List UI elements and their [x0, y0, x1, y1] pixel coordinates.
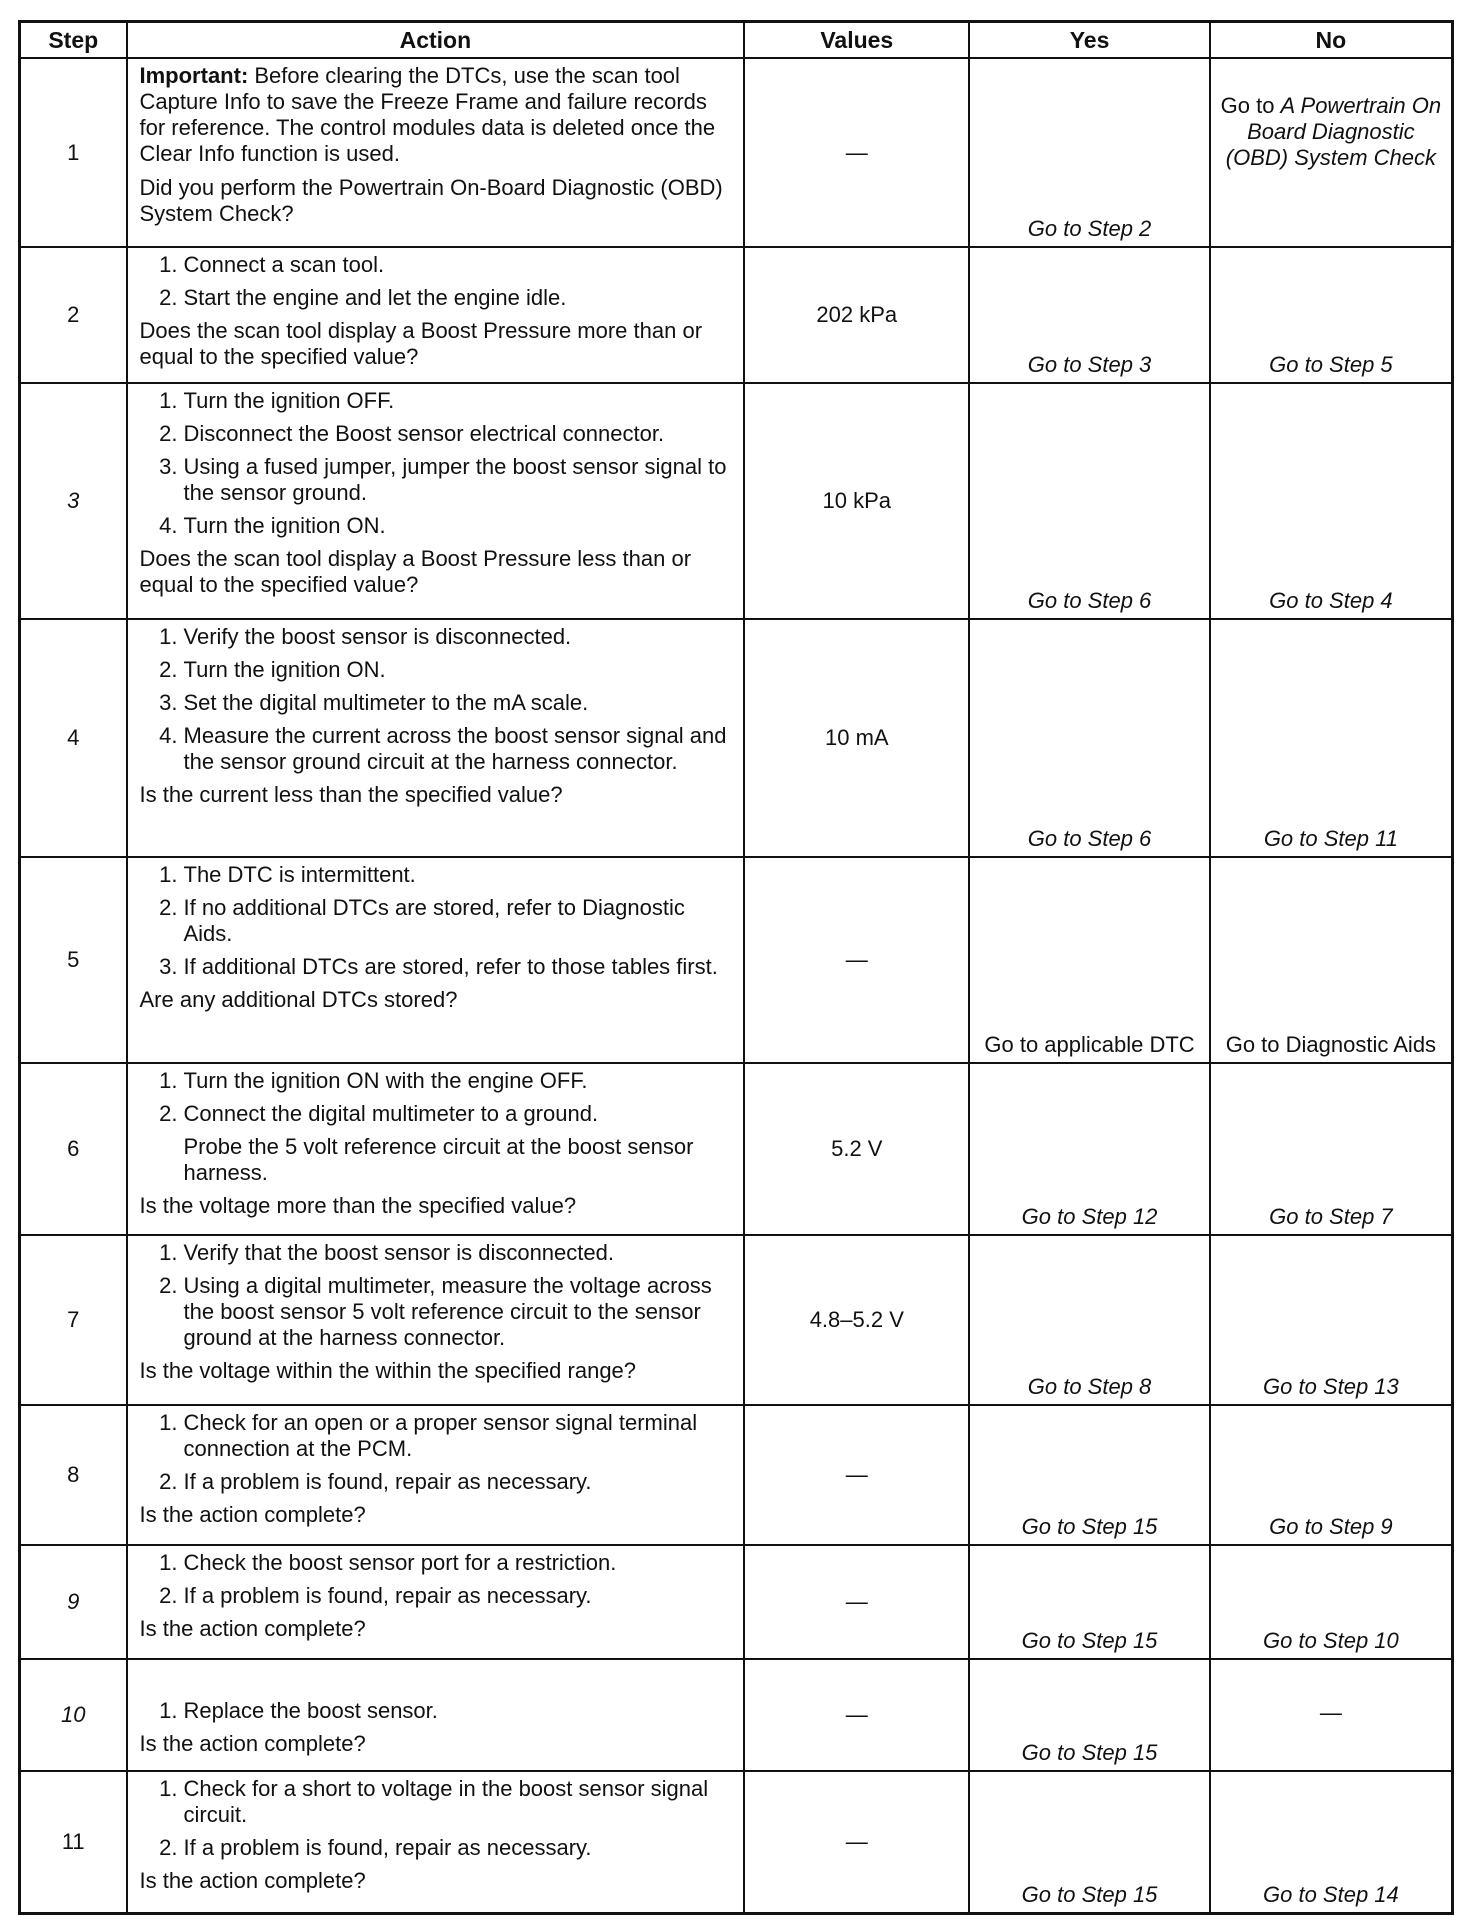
table-row: [20, 857, 1453, 1063]
list-item: 1. The DTC is intermittent.: [159, 862, 416, 887]
question: Does the scan tool display a Boost Pressure less than or equal to the specified value?: [139, 546, 692, 597]
step-number: 1: [20, 58, 127, 247]
list-item: 2. Using a digital multimeter, measure the voltage across the boost sensor 5 volt reference circuit to the sensor ground at the harness connector.: [159, 1273, 712, 1350]
list-item: 2. Disconnect the Boost sensor electrical connector.: [159, 421, 665, 446]
header-row: [20, 22, 1453, 59]
question: Is the action complete?: [139, 1731, 366, 1756]
action-list: [140, 252, 734, 311]
step-number: 7: [20, 1235, 127, 1405]
header-yes: Yes: [969, 22, 1209, 59]
step-number: 10: [20, 1659, 127, 1771]
value-cell: —: [744, 58, 969, 247]
list-item: 1. Connect a scan tool.: [159, 252, 385, 277]
no-cell: Go to Step 14: [1210, 1771, 1453, 1913]
important-note: [140, 63, 734, 167]
action-cell: [127, 1235, 745, 1405]
action-cell: [127, 1405, 745, 1545]
no-cell: Go to Step 10: [1210, 1545, 1453, 1659]
list-item: 1. Check the boost sensor port for a restriction.: [159, 1550, 617, 1575]
diagnostic-table: [18, 20, 1454, 1915]
list-item: 2. If a problem is found, repair as necessary.: [159, 1469, 592, 1494]
no-cell: Go to Step 13: [1210, 1235, 1453, 1405]
list-item: 2. Turn the ignition ON.: [159, 657, 386, 682]
action-list: [140, 862, 734, 980]
action-list: [140, 1550, 734, 1609]
yes-cell: Go to Step 15: [969, 1545, 1209, 1659]
yes-cell: Go to Step 3: [969, 247, 1209, 383]
yes-cell: Go to Step 6: [969, 619, 1209, 857]
no-cell: Go to Step 9: [1210, 1405, 1453, 1545]
question: Is the voltage more than the specified value?: [139, 1193, 577, 1218]
value-cell: —: [744, 1405, 969, 1545]
action-cell: [127, 1659, 745, 1771]
list-item: 3. Using a fused jumper, jumper the boost sensor signal to the sensor ground.: [159, 454, 727, 505]
no-prefix: Go to: [1220, 93, 1281, 118]
value-cell: —: [744, 1545, 969, 1659]
step-number: 8: [20, 1405, 127, 1545]
question: Is the voltage within the within the specified range?: [139, 1358, 637, 1383]
step-number: 2: [20, 247, 127, 383]
important-label: Important:: [139, 63, 249, 88]
question: Is the action complete?: [139, 1616, 366, 1641]
list-item: 1. Check for a short to voltage in the boost sensor signal circuit.: [159, 1776, 709, 1827]
question: Is the action complete?: [139, 1868, 366, 1893]
action-list: [140, 1068, 734, 1127]
header-values: Values: [744, 22, 969, 59]
step-number: 3: [20, 383, 127, 619]
action-list: [140, 1240, 734, 1351]
list-item: 4. Turn the ignition ON.: [159, 513, 386, 538]
value-cell: 4.8–5.2 V: [744, 1235, 969, 1405]
question: Did you perform the Powertrain On-Board Diagnostic (OBD) System Check?: [139, 175, 723, 226]
question: Is the action complete?: [139, 1502, 366, 1527]
important-text: Before clearing the DTCs, use the scan tool Capture Info to save the Freeze Frame and failure records for reference. The control modules data is deleted once the Clear Info function is used.: [139, 63, 716, 166]
action-list: [140, 388, 734, 539]
action-list: [140, 1410, 734, 1495]
header-step: Step: [20, 22, 127, 59]
list-item: 1. Check for an open or a proper sensor signal terminal connection at the PCM.: [159, 1410, 698, 1461]
list-item: 1. Turn the ignition ON with the engine OFF.: [159, 1068, 588, 1093]
list-item: 1. Verify the boost sensor is disconnected.: [159, 624, 572, 649]
step-number: 6: [20, 1063, 127, 1235]
no-cell: Go to Step 7: [1210, 1063, 1453, 1235]
table-row: [20, 1063, 1453, 1235]
list-item: 1. Turn the ignition OFF.: [159, 388, 395, 413]
list-item: 2. If no additional DTCs are stored, refer to Diagnostic Aids.: [159, 895, 685, 946]
no-cell: [1210, 58, 1453, 247]
yes-cell: Go to Step 15: [969, 1659, 1209, 1771]
action-cell: [127, 857, 745, 1063]
value-cell: —: [744, 1771, 969, 1913]
action-cell: [127, 1545, 745, 1659]
yes-cell: Go to Step 12: [969, 1063, 1209, 1235]
list-item: 3. Set the digital multimeter to the mA scale.: [159, 690, 589, 715]
step-number: 5: [20, 857, 127, 1063]
list-item: 2. Connect the digital multimeter to a ground.: [159, 1101, 599, 1126]
yes-cell: Go to Step 2: [969, 58, 1209, 247]
no-cell: —: [1210, 1659, 1453, 1771]
list-item: 2. If a problem is found, repair as necessary.: [159, 1583, 592, 1608]
yes-cell: Go to Step 6: [969, 383, 1209, 619]
value-cell: —: [744, 1659, 969, 1771]
action-cell: [127, 247, 745, 383]
table-row: [20, 1545, 1453, 1659]
action-cell: [127, 1771, 745, 1913]
yes-cell: Go to Step 8: [969, 1235, 1209, 1405]
question: Does the scan tool display a Boost Pressure more than or equal to the specified value?: [139, 318, 703, 369]
action-cell: [127, 1063, 745, 1235]
list-item: 3. If additional DTCs are stored, refer to those tables first.: [159, 954, 718, 979]
yes-cell: Go to Step 15: [969, 1405, 1209, 1545]
step-number: 11: [20, 1771, 127, 1913]
question: Are any additional DTCs stored?: [139, 987, 458, 1012]
action-cell: [127, 383, 745, 619]
no-cell: Go to Step 11: [1210, 619, 1453, 857]
value-cell: 10 kPa: [744, 383, 969, 619]
no-link: A Powertrain On Board Diagnostic (OBD) System Check: [1225, 93, 1442, 170]
value-cell: 10 mA: [744, 619, 969, 857]
action-cell: [127, 619, 745, 857]
list-item: 2. If a problem is found, repair as necessary.: [159, 1835, 592, 1860]
list-item: 4. Measure the current across the boost sensor signal and the sensor ground circuit at the harness connector.: [159, 723, 727, 774]
list-item: 1. Verify that the boost sensor is disconnected.: [159, 1240, 614, 1265]
header-action: Action: [127, 22, 745, 59]
step-number: 9: [20, 1545, 127, 1659]
action-list: [140, 1698, 734, 1724]
table-row: [20, 1235, 1453, 1405]
yes-cell: Go to applicable DTC: [969, 857, 1209, 1063]
table-row: [20, 383, 1453, 619]
no-cell: Go to Step 5: [1210, 247, 1453, 383]
action-list: [140, 624, 734, 775]
question: Is the current less than the specified value?: [139, 782, 563, 807]
value-cell: 5.2 V: [744, 1063, 969, 1235]
value-cell: —: [744, 857, 969, 1063]
no-cell: Go to Diagnostic Aids: [1210, 857, 1453, 1063]
table-row: [20, 619, 1453, 857]
list-item: 2. Start the engine and let the engine idle.: [159, 285, 567, 310]
table-row: [20, 1405, 1453, 1545]
yes-cell: Go to Step 15: [969, 1771, 1209, 1913]
action-cell: [127, 58, 745, 247]
table-row: [20, 1659, 1453, 1771]
list-item: 1. Replace the boost sensor.: [159, 1698, 438, 1723]
table-row: [20, 58, 1453, 247]
no-cell: Go to Step 4: [1210, 383, 1453, 619]
action-note: Probe the 5 volt reference circuit at the boost sensor harness.: [183, 1134, 694, 1185]
table-row: [20, 1771, 1453, 1913]
table-row: [20, 247, 1453, 383]
step-number: 4: [20, 619, 127, 857]
header-no: No: [1210, 22, 1453, 59]
action-list: [140, 1776, 734, 1861]
value-cell: 202 kPa: [744, 247, 969, 383]
